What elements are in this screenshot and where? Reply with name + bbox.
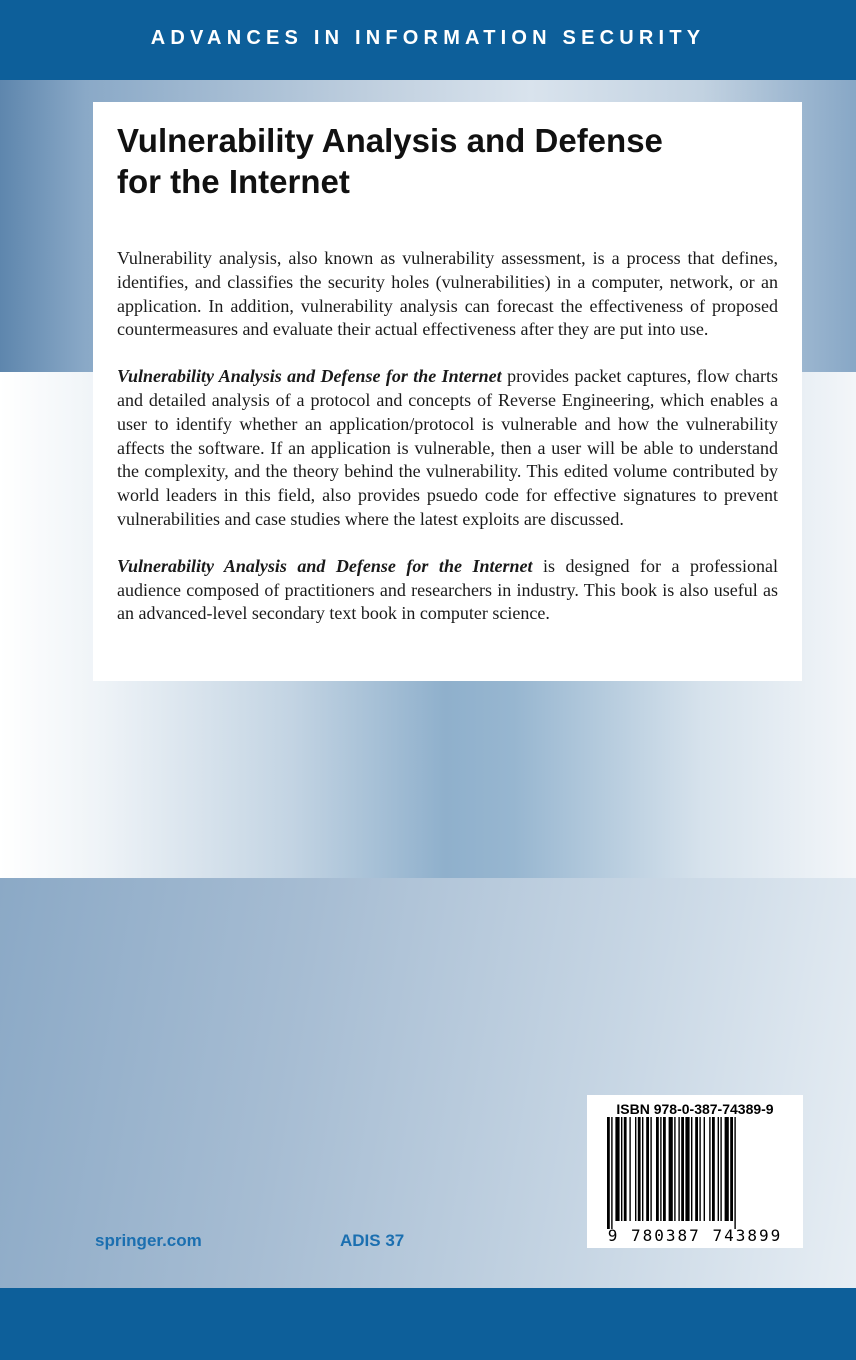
barcode-bar	[629, 1117, 630, 1221]
barcode-bar	[663, 1117, 666, 1221]
barcode-bar	[699, 1117, 700, 1221]
paragraph-3-text: is designed for a professional audience composed of practitioners and researchers in industry. This book is also useful as an advanced-level secondary text book in computer science.	[117, 555, 778, 624]
barcode-bar	[621, 1117, 622, 1221]
top-band	[0, 0, 856, 80]
barcode-bar	[635, 1117, 636, 1221]
book-title	[117, 120, 778, 202]
barcode-bar	[646, 1117, 649, 1221]
barcode-bar	[685, 1117, 689, 1221]
barcode-bar	[674, 1117, 675, 1221]
bottom-band	[0, 1288, 856, 1360]
barcode-bar	[681, 1117, 684, 1221]
book-title-line2: for the Internet	[117, 163, 350, 200]
barcode-bar	[720, 1117, 721, 1221]
isbn-barcode	[587, 1095, 803, 1248]
paragraph-3-book-title: Vulnerability Analysis and Defense for the Internet	[117, 555, 533, 576]
barcode-bar	[611, 1117, 612, 1229]
barcode-bar	[712, 1117, 715, 1221]
barcode-bar	[730, 1117, 733, 1221]
barcode-bar	[695, 1117, 698, 1221]
barcode-bar	[638, 1117, 641, 1221]
paragraph-2-book-title: Vulnerability Analysis and Defense for the Internet	[117, 366, 502, 387]
description-panel	[93, 102, 802, 681]
barcode-bar	[725, 1117, 729, 1221]
barcode-bar	[650, 1117, 651, 1221]
publisher-website-link[interactable]: springer.com	[95, 1231, 202, 1250]
description-paragraph-2	[117, 365, 778, 532]
barcode-bar	[669, 1117, 673, 1221]
isbn-digits: 9 780387 743899	[607, 1226, 783, 1245]
barcode-bar	[734, 1117, 735, 1229]
paragraph-2-text: provides packet captures, flow charts and detailed analysis of a protocol and concepts of Reverse Engineering, which enables a user to identify whether an application/protocol is vulnerable and how the vulnerability affects the software. If an application is vulnerable, then a user will be able to understand the complexity, and the theory behind the vulnerability. This edited volume contributed by world leaders in this field, also provides psuedo code for effective signatures to prevent vulnerabilities and case studies where the latest exploits are discussed.	[117, 366, 779, 529]
barcode-bars	[607, 1117, 783, 1229]
book-title-line1: Vulnerability Analysis and Defense	[117, 122, 663, 159]
barcode-bar	[691, 1117, 692, 1221]
isbn-label: ISBN 978-0-387-74389-9	[616, 1101, 774, 1117]
barcode-bar	[624, 1117, 627, 1221]
barcode-bar	[678, 1117, 679, 1221]
barcode-bar	[642, 1117, 643, 1221]
barcode-bar	[656, 1117, 659, 1221]
description-paragraph-3	[117, 555, 778, 626]
series-title: ADVANCES IN INFORMATION SECURITY	[150, 27, 706, 49]
barcode-bar	[607, 1117, 610, 1229]
barcode-bar	[704, 1117, 705, 1221]
barcode-bar	[615, 1117, 619, 1221]
barcode-bar	[709, 1117, 710, 1221]
barcode-bar	[718, 1117, 719, 1221]
series-number: ADIS 37	[340, 1231, 405, 1250]
description-paragraph-1: Vulnerability analysis, also known as vulnerability assessment, is a process that defines, identifies, and classifies the security holes (vulnerabilities) in a computer, network, or an application. In addition, vulnerability analysis can forecast the effectiveness of proposed countermeasures and evaluate their actual effectiveness after they are put into use.	[117, 248, 778, 340]
barcode-bar	[660, 1117, 661, 1221]
